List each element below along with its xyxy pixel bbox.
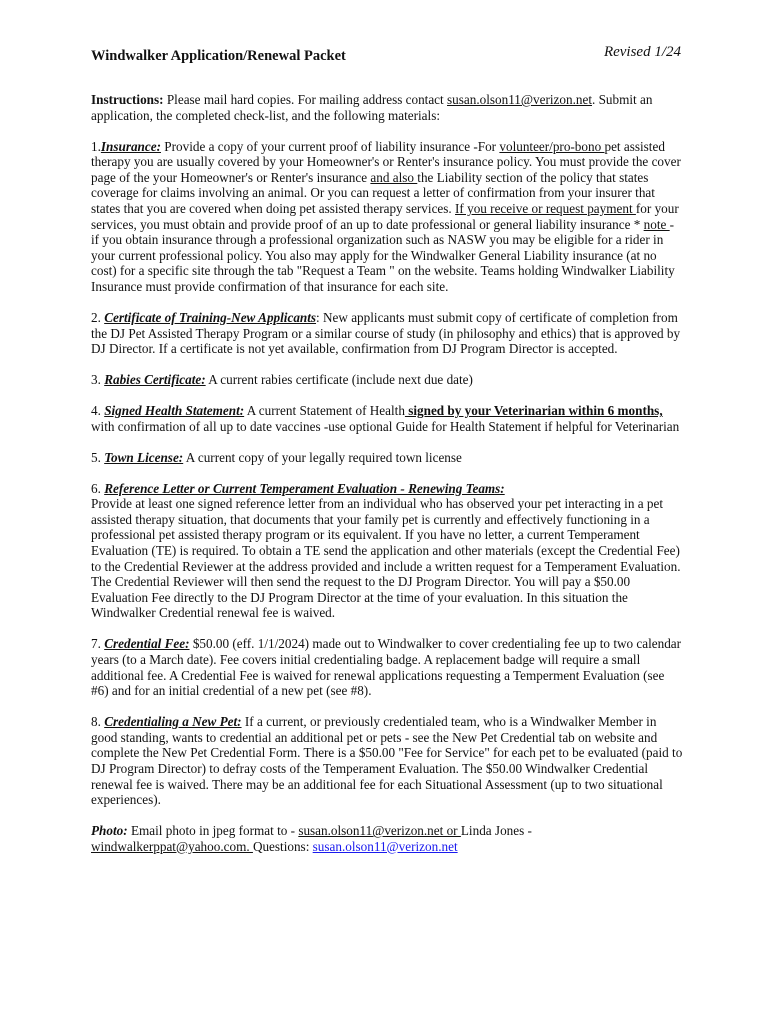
page-header <box>91 44 681 68</box>
town-license-label: Town License: <box>104 449 184 465</box>
item-town-license: 5. Town License: A current copy of your legally required town license <box>91 449 462 465</box>
item-rabies-certificate: 3. Rabies Certificate: A current rabies certificate (include next due date) <box>91 372 473 388</box>
new-pet-label: Credentialing a New Pet: <box>104 714 242 730</box>
certificate-label: Certificate of Training-New Applicants <box>104 309 317 325</box>
instructions-label: Instructions: <box>91 92 164 107</box>
item-credential-fee: 7. Credential Fee: $50.00 (eff. 1/1/2024) made out to Windwalker to cover credentialing fee up to two calendar years (to a March date). Fee covers initial credentialing badge. A replacement badge will require a small additional fee. A Credential Fee is waived for renewal applications requesting a Temperment Evaluation (see #6) and for an initial credential of a new pet (see #8). <box>91 636 682 699</box>
health-statement-label: Signed Health Statement: <box>104 403 245 419</box>
photo-paragraph: Photo: Email photo in jpeg format to - susan.olson11@verizon.net or Linda Jones - windwalkerppat@yahoo.com. Questions: susan.olson11@verizon.net <box>91 823 532 854</box>
reference-letter-label: Reference Letter or Current Temperament Evaluation - Renewing Teams: <box>104 480 505 496</box>
rabies-label: Rabies Certificate: <box>104 372 206 388</box>
item-new-pet: 8. Credentialing a New Pet: If a current, or previously credentialed team, who is a Windwalker Member in good standing, wants to credential an additional pet or pets - see the New Pet Credential tab on website and complete the New Pet Credential Form. There is a $50.00 "Fee for Service" for each pet to be evaluated (paid to DJ Program Director) to defray costs of the Temperament Evaluation. The $50.00 Windwalker Credential renewal fee is waived. There may be an additional fee for each Situational Assessment (up to two situational experiences). <box>91 714 683 808</box>
document-body <box>91 92 683 870</box>
credential-fee-label: Credential Fee: <box>104 636 190 652</box>
document-title: Windwalker Application/Renewal Packet <box>91 48 346 64</box>
item-insurance: 1.Insurance: Provide a copy of your current proof of liability insurance -For volunteer/pro-bono pet assisted therapy you are usually covered by your Homeowner's or Renter's insurance policy. You must provide the cover page of the your Homeowner's or Renter's insurance and also the Liability section of the policy that states coverage for claims involving an animal. Or you can request a letter of confirmation from your insurer that states that you are covered when doing pet assisted therapy services. If you receive or request payment for your services, you must obtain and provide proof of an up to date professional or general liability insurance * note - if you obtain insurance through a professional organization such as NASW you may be eligible for a rider in your current professional policy. You also may apply for the Windwalker General Liability insurance (at no cost) for a specific site through the tab "Request a Team " on the website. Teams holding Windwalker Liability Insurance must provide confirmation of that insurance for each site. <box>91 138 681 294</box>
windwalker-email-link[interactable]: windwalkerppat@yahoo.com. <box>91 838 253 854</box>
item-reference-letter: 6. Reference Letter or Current Temperament Evaluation - Renewing Teams: Provide at least one signed reference letter from an individual who has observed your pet interacting in a pet assisted therapy situation, that documents that your family pet is currently and effectively functioning in a professional pet assisted therapy program or its equivalent. If you have no letter, a current Temperament Evaluation (TE) is required. To obtain a TE send the application and other materials (except the Credential Fee) to the Credential Reviewer at the address provided and include a written request for a Temperament Evaluation. The Credential Reviewer will then send the request to the DJ Program Director. You will pay a $50.00 Evaluation Fee directly to the DJ Program Director at the time of your evaluation. In this situation the Windwalker Credential renewal fee is waived. <box>91 480 681 621</box>
photo-label: Photo: <box>91 823 128 839</box>
photo-email-link[interactable]: susan.olson11@verizon.net or <box>298 823 461 839</box>
item-certificate-of-training: 2. Certificate of Training-New Applicants: New applicants must submit copy of certificate of completion from the DJ Pet Assisted Therapy Program or a similar course of study (in philosophy and ethics) that is approved by DJ Director. If a certificate is not yet available, confirmation from DJ Program Director is accepted. <box>91 309 681 357</box>
questions-email-link[interactable]: susan.olson11@verizon.net <box>312 838 458 854</box>
insurance-label: Insurance: <box>100 138 161 154</box>
instructions-paragraph: Instructions: Please mail hard copies. For mailing address contact susan.olson11@verizon.net. Submit an application, the completed check-list, and the following materials: <box>91 92 653 123</box>
revision-date: Revised 1/24 <box>603 44 681 60</box>
contact-email-link[interactable]: susan.olson11@verizon.net <box>447 92 592 107</box>
item-health-statement: 4. Signed Health Statement: A current Statement of Health signed by your Veterinarian within 6 months, with confirmation of all up to date vaccines -use optional Guide for Health Statement if helpful for Veterinarian <box>91 403 680 434</box>
